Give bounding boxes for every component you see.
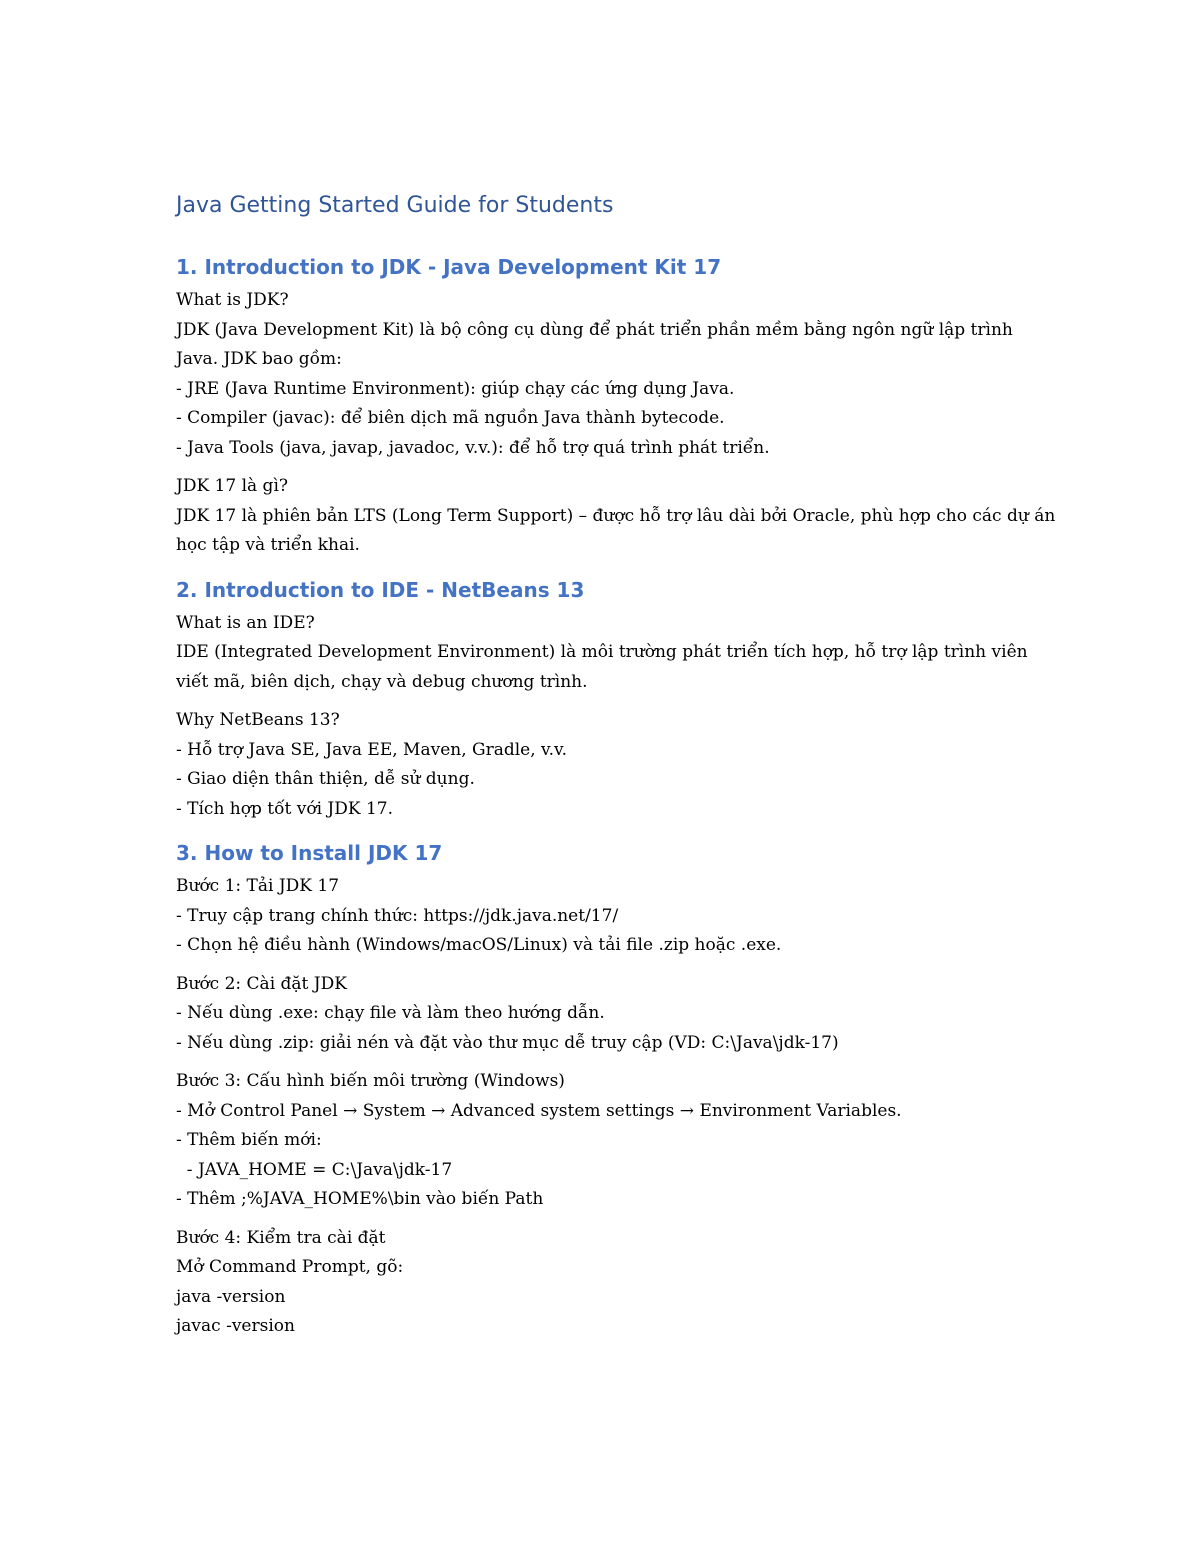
command-line: java -version (176, 1286, 286, 1307)
text-line: IDE (Integrated Development Environment) là môi trường phát triển tích hợp, hỗ trợ lập trình viên viết mã, biên dịch, chạy và debug chương trình. (176, 642, 1028, 692)
text-line: - Thêm biến mới: (176, 1130, 322, 1150)
paragraph-what-is-jdk (176, 286, 1056, 463)
document-title: Java Getting Started Guide for Students (176, 193, 614, 218)
text-line: - Hỗ trợ Java SE, Java EE, Maven, Gradle, v.v. (176, 739, 568, 760)
document-page (176, 190, 1056, 1356)
text-line: What is JDK? (176, 290, 289, 310)
text-line: Bước 3: Cấu hình biến môi trường (Windows) (176, 1071, 565, 1091)
text-line: Mở Command Prompt, gõ: (176, 1257, 404, 1277)
section-install-jdk (176, 838, 1056, 1342)
section-heading: 3. How to Install JDK 17 (176, 841, 443, 865)
text-line: - Java Tools (java, javap, javadoc, v.v.): để hỗ trợ quá trình phát triển. (176, 437, 770, 458)
text-line: Bước 4: Kiểm tra cài đặt (176, 1227, 386, 1248)
text-line: - Truy cập trang chính thức: https://jdk.java.net/17/ (176, 905, 619, 926)
text-line: - JAVA_HOME = C:\Java\jdk-17 (176, 1159, 453, 1180)
section-heading: 2. Introduction to IDE - NetBeans 13 (176, 577, 585, 602)
paragraph-step-4 (176, 1224, 1056, 1342)
command-line: javac -version (176, 1316, 295, 1336)
text-line: JDK 17 là phiên bản LTS (Long Term Support) – được hỗ trợ lâu dài bởi Oracle, phù hợp cho các dự án học tập và triển khai. (176, 505, 1056, 555)
text-line: JDK (Java Development Kit) là bộ công cụ dùng để phát triển phần mềm bằng ngôn ngữ lập trình Java. JDK bao gồm: (176, 319, 1013, 369)
text-line: - JRE (Java Runtime Environment): giúp chạy các ứng dụng Java. (176, 378, 735, 399)
paragraph-step-1 (176, 872, 1056, 961)
paragraph-step-3 (176, 1067, 1056, 1215)
text-line: What is an IDE? (176, 612, 315, 633)
text-line: - Giao diện thân thiện, dễ sử dụng. (176, 769, 475, 789)
text-line: - Mở Control Panel → System → Advanced system settings → Environment Variables. (176, 1100, 902, 1121)
paragraph-why-netbeans (176, 706, 1056, 824)
text-line: Why NetBeans 13? (176, 710, 340, 730)
text-line: - Tích hợp tốt với JDK 17. (176, 798, 393, 819)
section-heading: 1. Introduction to JDK - Java Development Kit 17 (176, 255, 722, 279)
section-ide-intro (176, 575, 1056, 825)
paragraph-what-is-ide (176, 609, 1056, 698)
text-line: Bước 1: Tải JDK 17 (176, 876, 340, 896)
section-jdk-intro (176, 252, 1056, 561)
text-line: - Compiler (javac): để biên dịch mã nguồn Java thành bytecode. (176, 408, 725, 428)
text-line: - Thêm ;%JAVA_HOME%\bin vào biến Path (176, 1189, 544, 1209)
text-line: - Nếu dùng .exe: chạy file và làm theo hướng dẫn. (176, 1003, 605, 1023)
text-line: Bước 2: Cài đặt JDK (176, 973, 347, 994)
text-line: JDK 17 là gì? (176, 476, 288, 496)
text-line: - Chọn hệ điều hành (Windows/macOS/Linux) và tải file .zip hoặc .exe. (176, 935, 782, 955)
paragraph-jdk17 (176, 472, 1056, 561)
paragraph-step-2 (176, 970, 1056, 1059)
text-line: - Nếu dùng .zip: giải nén và đặt vào thư mục dễ truy cập (VD: C:\Java\jdk-17) (176, 1032, 839, 1053)
